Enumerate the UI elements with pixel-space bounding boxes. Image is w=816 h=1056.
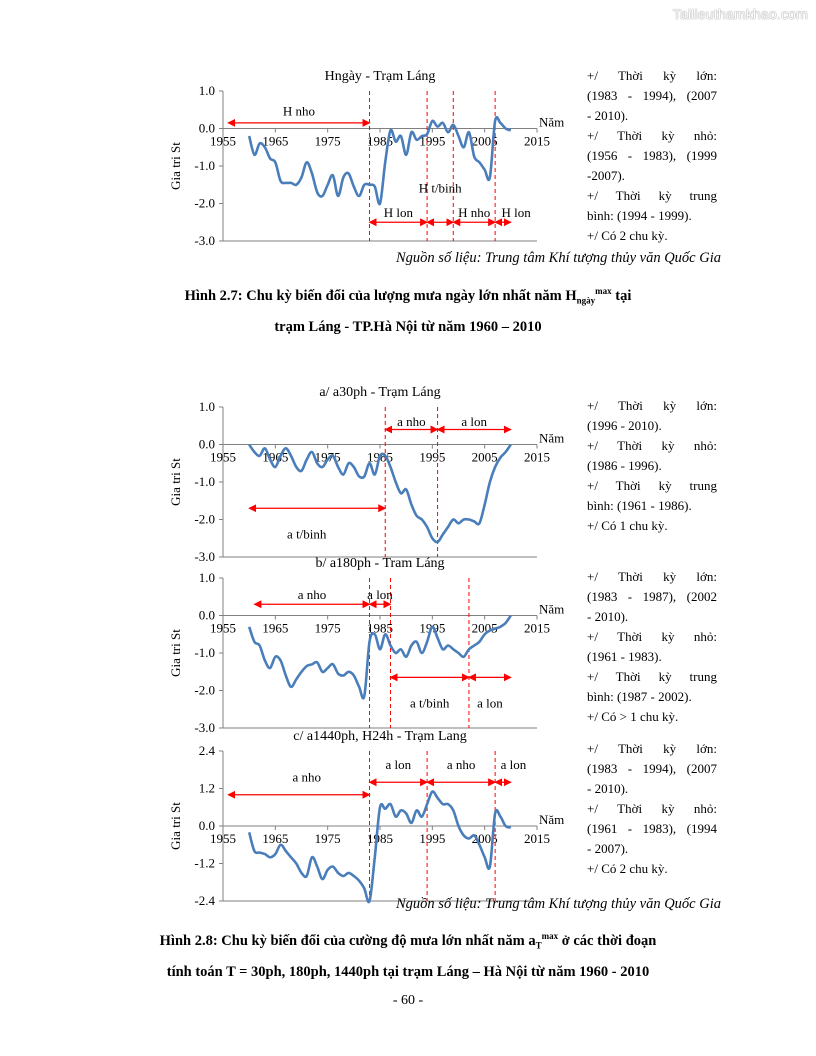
chart-title: b/ a180ph - Tram Láng (315, 556, 445, 571)
y-tick-label: 2.4 (198, 743, 215, 758)
note-line: - 2010). (587, 781, 629, 796)
note-line: (1961 - 1983), (1994 (587, 821, 717, 836)
period-label: H nho (458, 204, 491, 220)
x-tick-label: 1995 (419, 620, 446, 636)
y-tick-label: -1.0 (194, 645, 215, 660)
y-axis-label: Gia tri St (168, 458, 183, 506)
note-a180ph (587, 567, 717, 727)
note-a1440ph (587, 739, 717, 879)
chart-title: a/ a30ph - Trạm Láng (319, 385, 441, 400)
watermark: Tailieuthamkhao.com (672, 6, 808, 22)
y-tick-label: 1.0 (198, 570, 215, 585)
note-line: (1986 - 1996). (587, 458, 662, 473)
note-line: bình: (1987 - 2002). (587, 689, 692, 704)
period-label: H lon (501, 204, 531, 220)
x-tick-label: 1995 (419, 133, 446, 149)
x-axis-label: Năm (539, 114, 565, 130)
y-tick-label: -2.0 (194, 682, 215, 698)
note-line: (1996 - 2010). (587, 418, 662, 433)
note-line: +/ Thời kỳ nhỏ: (587, 128, 717, 143)
note-line: +/ Có 2 chu kỳ. (587, 228, 668, 243)
y-tick-label: 1.2 (198, 780, 215, 796)
note-a30ph (587, 396, 717, 536)
note-line: +/ Có > 1 chu kỳ. (587, 709, 679, 724)
y-tick-label: 0.0 (198, 607, 215, 623)
y-tick-label: 0.0 (198, 818, 215, 833)
x-tick-label: 1965 (262, 133, 289, 149)
note-line: +/ Thời kỳ lớn: (587, 569, 717, 584)
note-line: (1983 - 1994), (2007 (587, 761, 717, 776)
note-line: - 2010). (587, 609, 629, 624)
x-tick-label: 1985 (367, 449, 393, 465)
source-note-1: Nguồn số liệu: Trung tâm Khí tượng thủy văn Quốc Gia (396, 250, 721, 266)
period-label: a nho (397, 414, 426, 429)
y-tick-label: -1.2 (194, 855, 215, 871)
x-tick-label: 2005 (471, 449, 498, 465)
note-line: (1956 - 1983), (1999 (587, 148, 717, 163)
note-line: (1961 - 1983). (587, 649, 662, 664)
period-label: a lon (477, 695, 503, 711)
period-label: a t/binh (287, 526, 327, 542)
note-line: +/ Thời kỳ nhỏ: (587, 629, 717, 644)
note-line: +/ Thời kỳ nhỏ: (587, 438, 717, 453)
figure-2-7-caption: Hình 2.7: Chu kỳ biến đổi của lượng mưa ngày lớn nhất năm $H_{ngày}^{max}$ tại trạm Láng - TP.Hà Nội từ năm 1960 – 2010 (184, 286, 632, 335)
note-line: +/ Có 2 chu kỳ. (587, 861, 668, 876)
x-tick-label: 1995 (419, 449, 446, 465)
note-line: - 2010). (587, 108, 629, 123)
x-tick-label: 1955 (210, 620, 236, 636)
y-tick-label: -1.0 (194, 158, 215, 173)
note-line: +/ Thời kỳ trung (587, 478, 717, 493)
note-line: (1983 - 1994), (2007 (587, 88, 717, 103)
x-axis-label: Năm (539, 812, 565, 827)
note-line: +/ Thời kỳ nhỏ: (587, 801, 717, 816)
x-tick-label: 1965 (262, 449, 289, 465)
period-label: a nho (446, 757, 476, 773)
note-line: - 2007). (587, 841, 629, 856)
chart-title: c/ a1440ph, H24h - Trạm Lang (293, 729, 467, 744)
x-tick-label: 1975 (314, 133, 341, 149)
series-line (249, 791, 511, 902)
period-label: a nho (297, 586, 327, 602)
x-tick-label: 2005 (471, 133, 498, 149)
x-tick-label: 2005 (471, 831, 498, 846)
y-tick-label: 1.0 (198, 399, 215, 414)
period-label: H nho (282, 103, 315, 119)
x-tick-label: 1965 (262, 620, 289, 636)
y-tick-label: -1.0 (194, 474, 215, 489)
x-tick-label: 1975 (314, 831, 341, 846)
note-line: bình: (1961 - 1986). (587, 498, 692, 513)
chart-a1440ph (160, 724, 565, 908)
note-line: bình: (1994 - 1999). (587, 208, 692, 223)
note-line: +/ Thời kỳ trung (587, 669, 717, 684)
period-label: a lon (385, 757, 412, 773)
x-tick-label: 2005 (471, 620, 498, 636)
x-tick-label: 1975 (314, 620, 341, 636)
y-tick-label: -2.4 (194, 893, 215, 908)
chart-title: Hngày - Trạm Láng (324, 69, 436, 84)
note-hngay (587, 66, 717, 246)
y-axis-label: Gia tri St (168, 142, 183, 190)
note-line: (1983 - 1987), (2002 (587, 589, 717, 604)
y-axis-label: Gia tri St (168, 629, 183, 677)
x-tick-label: 2015 (524, 620, 550, 636)
y-tick-label: -2.0 (194, 511, 215, 527)
period-label: H lon (383, 204, 413, 220)
x-tick-label: 1955 (210, 449, 236, 465)
page-number: - 60 - (392, 993, 424, 1008)
y-tick-label: -3.0 (194, 720, 215, 735)
note-line: +/ Có 1 chu kỳ. (587, 518, 668, 533)
y-tick-label: -3.0 (194, 233, 215, 248)
x-tick-label: 2015 (524, 831, 550, 846)
source-note-2: Nguồn số liệu: Trung tâm Khí tượng thủy văn Quốc Gia (396, 896, 721, 912)
period-label: a t/binh (410, 695, 450, 711)
x-axis-label: Năm (539, 430, 565, 446)
x-axis-label: Năm (539, 601, 565, 617)
chart-a180ph (160, 551, 565, 735)
x-tick-label: 2015 (524, 133, 550, 149)
period-label: a lon (500, 757, 527, 773)
y-tick-label: -3.0 (194, 549, 215, 564)
x-tick-label: 1995 (419, 831, 446, 846)
y-tick-label: 0.0 (198, 120, 215, 136)
note-line: -2007). (587, 168, 625, 183)
x-tick-label: 1985 (367, 620, 393, 636)
figure-2-8-caption: Hình 2.8: Chu kỳ biến đổi của cường độ mưa lớn nhất năm $a_T^{max}$ ở các thời đoạn tính toán T = 30ph, 180ph, 1440ph tại trạm Láng – Hà Nội từ năm 1960 - 2010 (159, 931, 657, 980)
y-axis-label: Gia tri St (168, 802, 183, 850)
x-tick-label: 1975 (314, 449, 341, 465)
period-label: a lon (367, 586, 393, 602)
note-line: +/ Thời kỳ lớn: (587, 398, 717, 413)
x-tick-label: 1955 (210, 831, 236, 846)
y-tick-label: 0.0 (198, 436, 215, 452)
period-label: a nho (292, 769, 321, 785)
x-tick-label: 1965 (262, 831, 289, 846)
note-line: +/ Thời kỳ lớn: (587, 741, 717, 756)
period-label: H t/binh (418, 180, 462, 196)
x-tick-label: 1985 (367, 831, 393, 846)
x-tick-label: 2015 (524, 449, 550, 465)
y-tick-label: 1.0 (198, 83, 215, 98)
chart-hngay (160, 64, 565, 254)
note-line: +/ Thời kỳ trung (587, 188, 717, 203)
y-tick-label: -2.0 (194, 195, 215, 211)
period-label: a lon (461, 414, 488, 429)
x-tick-label: 1985 (367, 133, 393, 149)
note-line: +/ Thời kỳ lớn: (587, 68, 717, 83)
x-tick-label: 1955 (210, 133, 236, 149)
